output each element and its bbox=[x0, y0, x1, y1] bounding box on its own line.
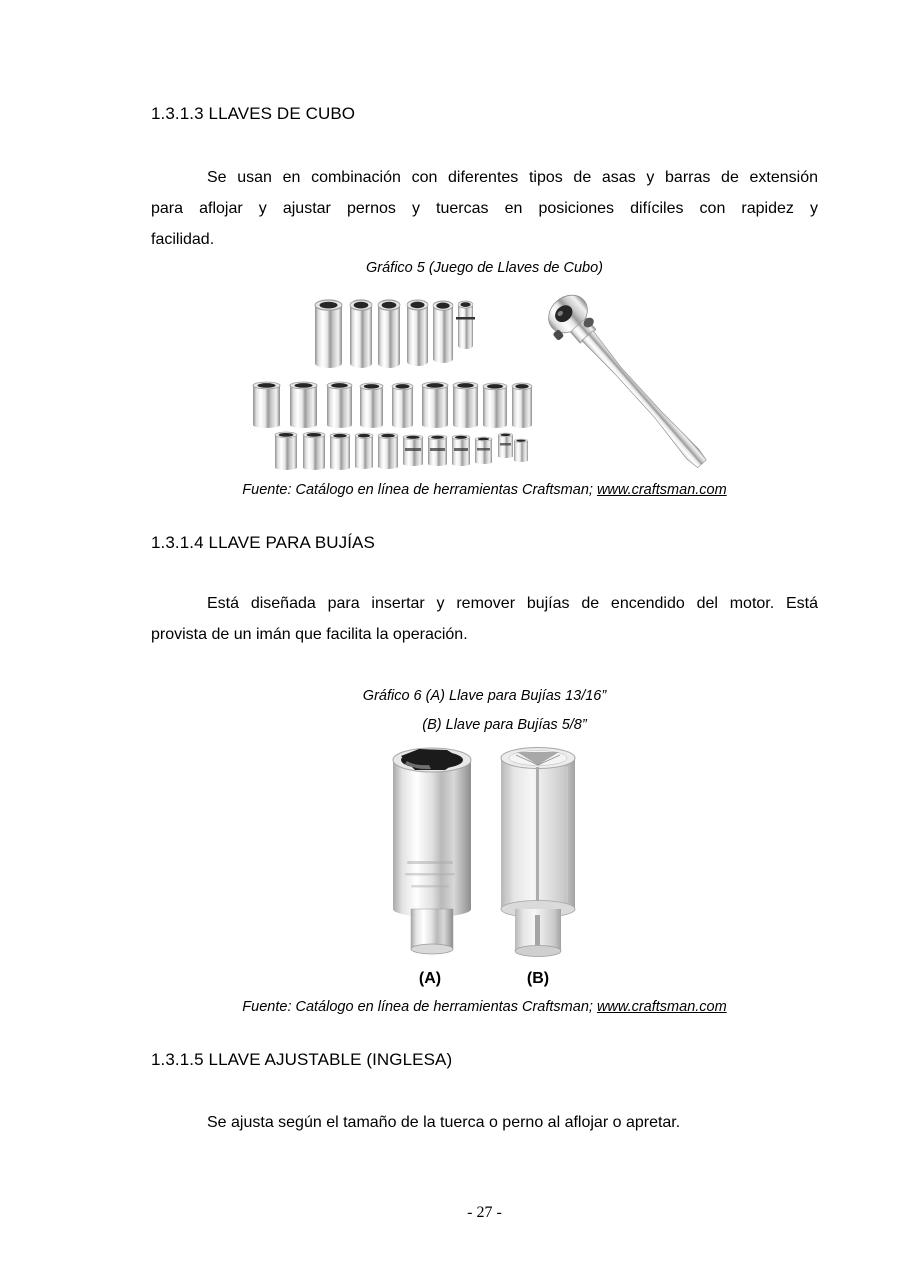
figure5-socket-set-image bbox=[250, 288, 715, 483]
paragraph-line: Se usan en combinación con diferentes tipos de asas y barras de extensión bbox=[207, 169, 818, 186]
small-socket-row bbox=[275, 432, 528, 470]
heading-llave-para-bujias: 1.3.1.4 LLAVE PARA BUJÍAS bbox=[151, 533, 375, 552]
ratchet-image bbox=[538, 288, 715, 482]
paragraph-line: Está diseñada para insertar y remover bujías de encendido del motor. Está bbox=[207, 595, 818, 612]
figure6-caption-line1: Gráfico 6 (A) Llave para Bujías 13/16” bbox=[362, 688, 607, 704]
paragraph-llaves-de-cubo bbox=[151, 162, 818, 255]
figure6-label-b: (B) bbox=[526, 970, 550, 987]
page-number: - 27 - bbox=[467, 1204, 502, 1221]
source-text: Fuente: Catálogo en línea de herramientas Craftsman; bbox=[242, 482, 597, 498]
craftsman-link[interactable]: www.craftsman.com bbox=[596, 999, 727, 1015]
figure5-caption: Gráfico 5 (Juego de Llaves de Cubo) bbox=[366, 260, 603, 276]
figure6-spark-plug-sockets-image bbox=[385, 743, 585, 961]
paragraph-llave-bujias bbox=[151, 588, 818, 650]
figure6-caption-line2: (B) Llave para Bujías 5/8” bbox=[422, 717, 587, 733]
heading-llaves-de-cubo: 1.3.1.3 LLAVES DE CUBO bbox=[151, 104, 356, 123]
spark-plug-socket-5-8-image bbox=[501, 748, 575, 957]
paragraph-llave-ajustable bbox=[151, 1107, 818, 1138]
figure5-source bbox=[151, 481, 818, 500]
spark-plug-socket-13-16-image bbox=[393, 748, 471, 954]
source-text: Fuente: Catálogo en línea de herramientas Craftsman; bbox=[242, 999, 597, 1015]
craftsman-link[interactable]: www.craftsman.com bbox=[596, 482, 727, 498]
figure6-label-a: (A) bbox=[418, 970, 442, 987]
medium-socket-row bbox=[253, 382, 532, 428]
paragraph-line: para aflojar y ajustar pernos y tuercas en posiciones difíciles con rapidez y bbox=[151, 200, 818, 217]
figure6-source bbox=[151, 998, 818, 1017]
paragraph-line: facilidad. bbox=[151, 231, 215, 248]
deep-socket-row bbox=[315, 300, 475, 368]
heading-llave-ajustable: 1.3.1.5 LLAVE AJUSTABLE (INGLESA) bbox=[151, 1050, 453, 1069]
paragraph-line: Se ajusta según el tamaño de la tuerca o perno al aflojar o apretar. bbox=[207, 1114, 681, 1131]
paragraph-line: provista de un imán que facilita la operación. bbox=[151, 626, 468, 643]
